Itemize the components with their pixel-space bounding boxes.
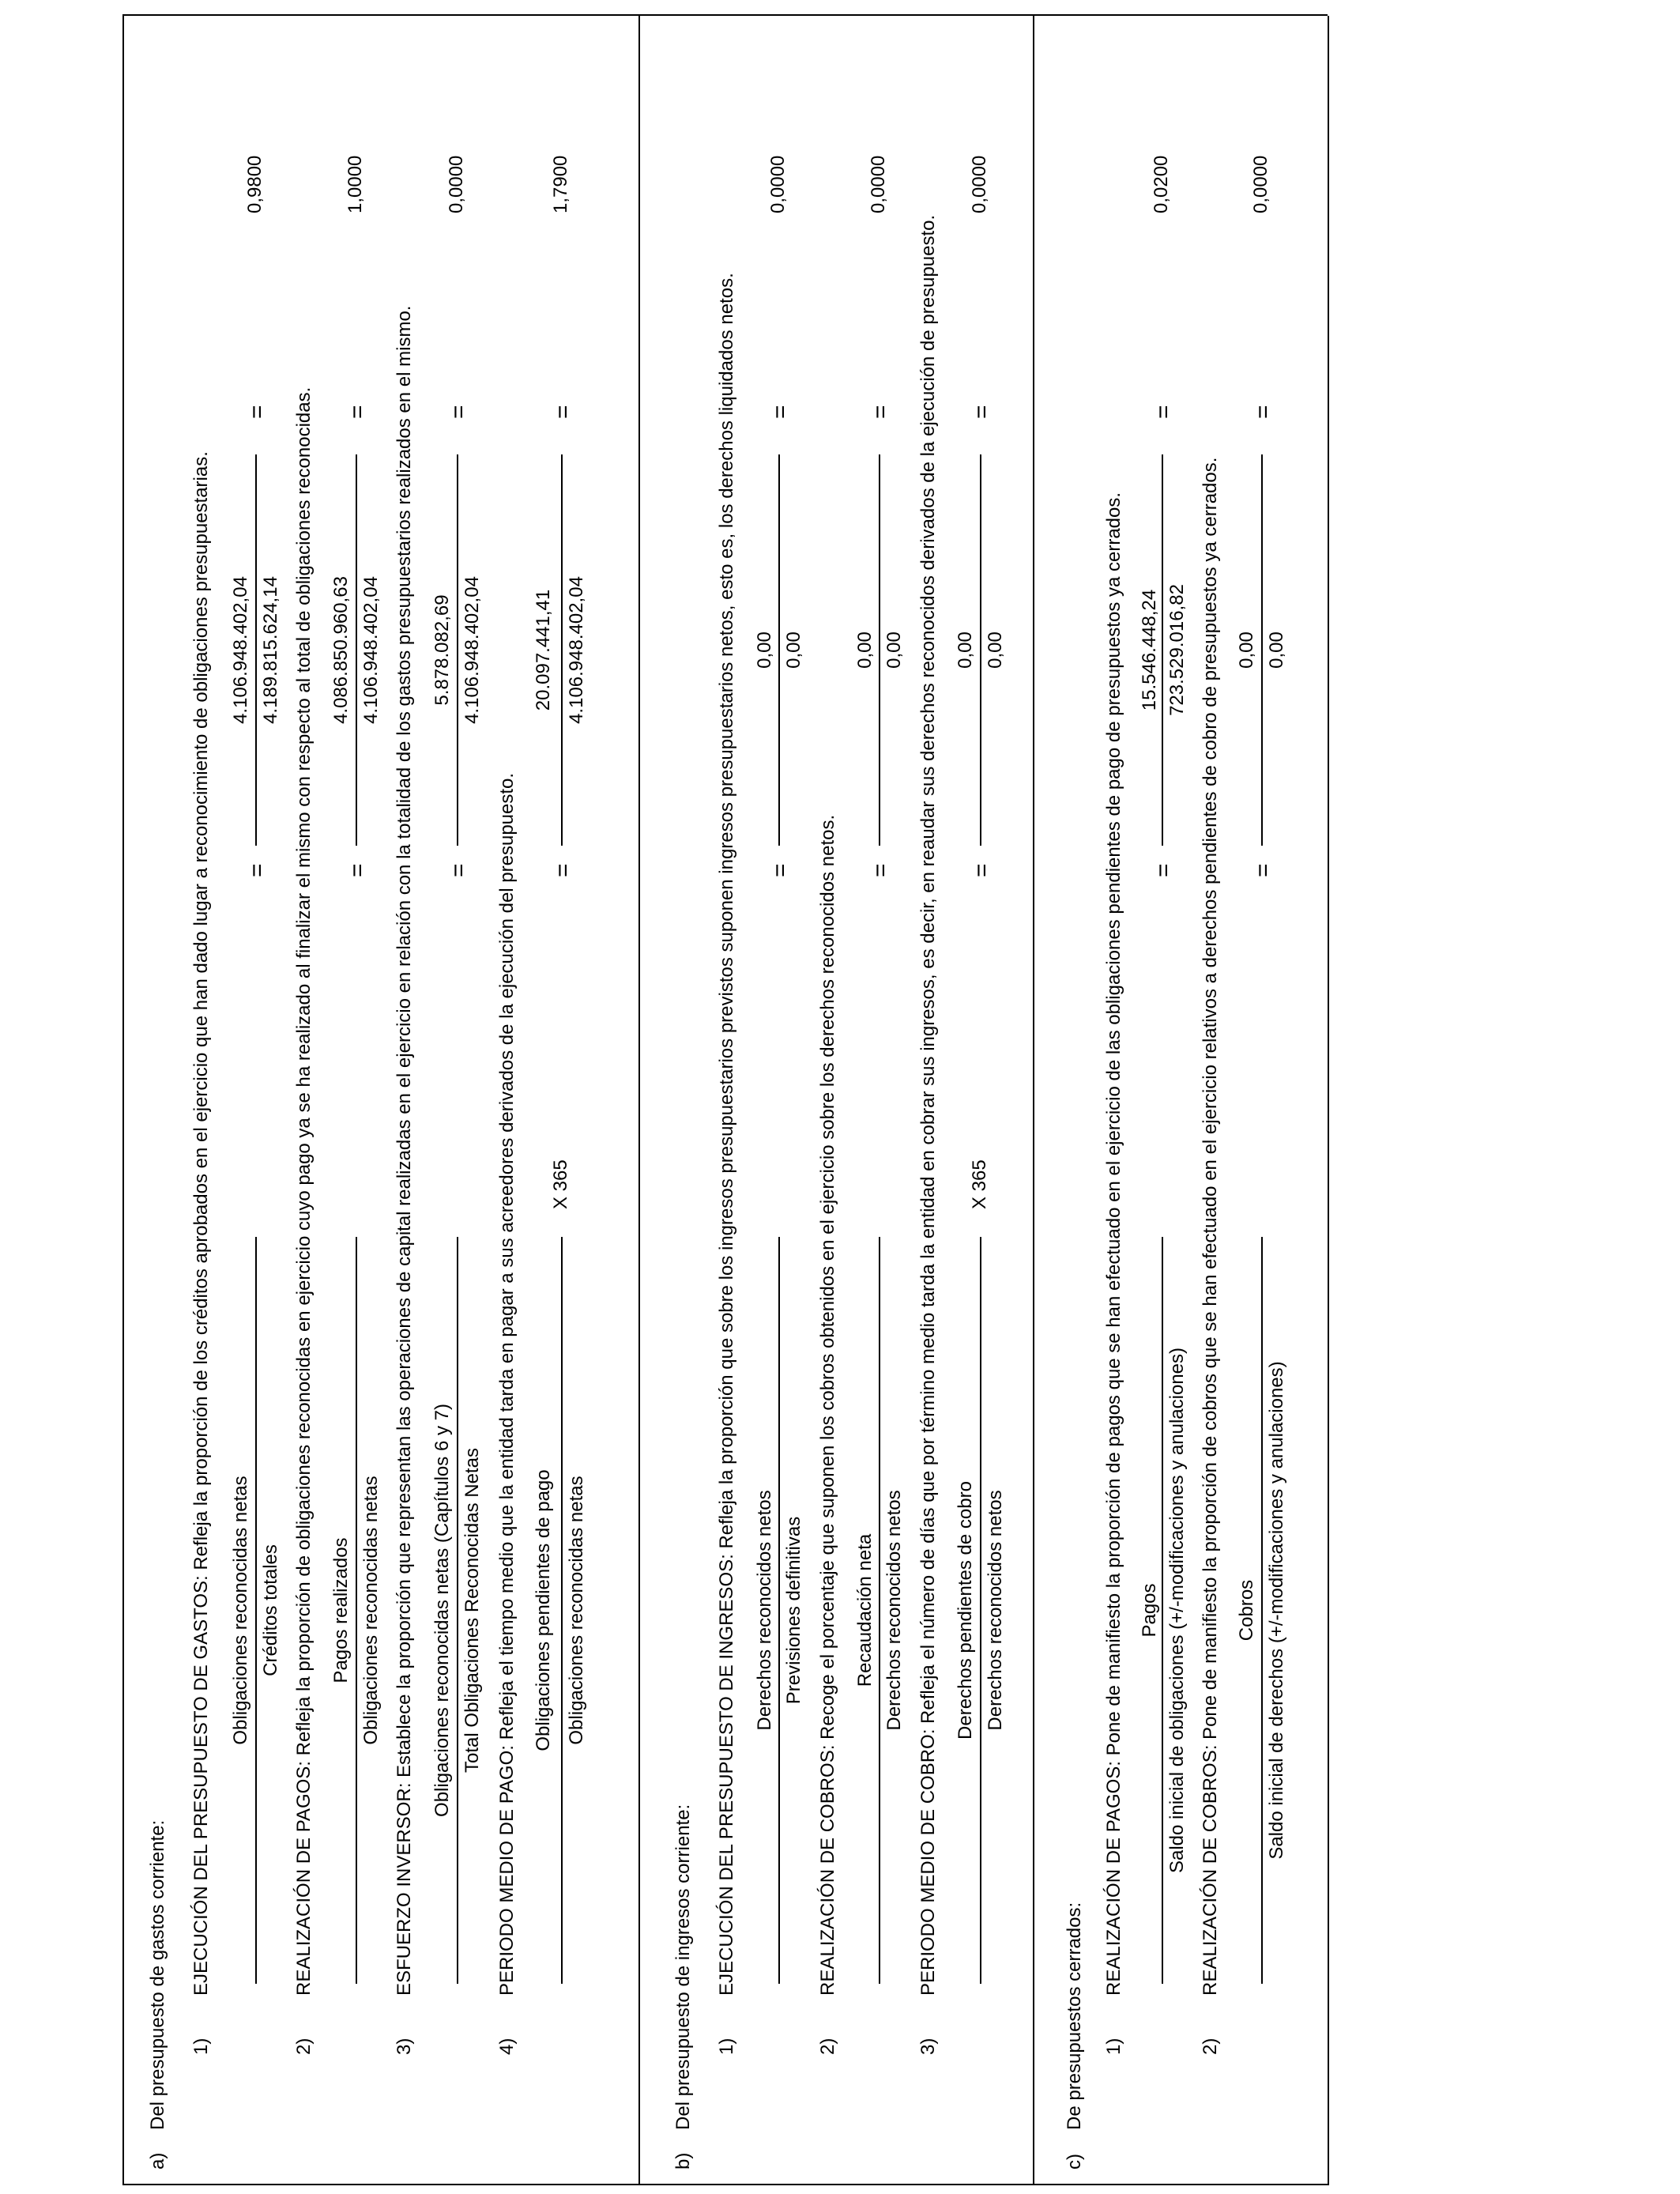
denominator-value: 4.106.948.402,04 [566, 576, 587, 724]
equals-sign: = [244, 863, 270, 877]
section-letter: b) [672, 2152, 694, 2169]
numerator-label: Derechos pendientes de cobro [955, 1481, 976, 1740]
denominator-value: 4.106.948.402,04 [360, 576, 382, 724]
equals-sign: = [446, 863, 472, 877]
item-description: REALIZACIÓN DE PAGOS: Pone de manifiesto la proporción de pagos que se han efectuado en el ejercicio de las obligaciones pendientes de pago de presupuestos ya cerrados. [1103, 492, 1124, 1996]
result-value: 1,7900 [550, 155, 571, 213]
denominator-label: Saldo inicial de derechos (+/-modificaciones y anulaciones) [1266, 1361, 1287, 1860]
item-number: 1) [1103, 2038, 1124, 2055]
section-title: Del presupuesto de gastos corriente: [147, 1819, 168, 2130]
denominator-label: Derechos reconocidos netos [883, 1490, 905, 1731]
numerator-label: Obligaciones reconocidas netas (Capítulos 6 y 7) [431, 1404, 453, 1817]
numerator-value: 0,00 [854, 631, 876, 669]
value-fraction-line [879, 454, 880, 846]
fraction-line [356, 1237, 357, 1984]
equals-sign: = [244, 405, 270, 419]
equals-sign: = [1151, 863, 1177, 877]
value-fraction-line [980, 454, 981, 846]
section-divider [1033, 16, 1034, 2185]
denominator-value: 4.106.948.402,04 [461, 576, 483, 724]
result-value: 0,0000 [767, 155, 789, 213]
item-number: 2) [1200, 2038, 1221, 2055]
result-value: 0,0000 [969, 155, 990, 213]
value-fraction-line [255, 454, 257, 846]
fraction-line [879, 1237, 880, 1984]
item-description: REALIZACIÓN DE PAGOS: Refleja la proporción de obligaciones reconocidas en ejercicio cuyo pago ya se ha realizado al finalizar el mismo con respecto al total de obligaciones reconocidas. [293, 386, 315, 1996]
equals-sign: = [550, 405, 576, 419]
value-fraction-line [561, 454, 563, 846]
denominator-label: Previsiones definitivas [783, 1516, 804, 1705]
value-fraction-line [457, 454, 458, 846]
frame-left [122, 2184, 1328, 2185]
denominator-value: 0,00 [1266, 631, 1287, 669]
item-description: PERIODO MEDIO DE COBRO: Refleja el número de días que por término medio tarda la entidad en cobrar sus ingresos, es decir, en reaudar sus derechos reconocidos derivados de la ejecución de presupuesto. [917, 214, 939, 1996]
denominator-label: Obligaciones reconocidas netas [360, 1476, 382, 1745]
fraction-line [255, 1237, 257, 1984]
numerator-value: 5.878.082,69 [431, 594, 453, 706]
item-number: 1) [190, 2038, 212, 2055]
fraction-line [1162, 1237, 1163, 1984]
denominator-label: Saldo inicial de obligaciones (+/-modificaciones y anulaciones) [1166, 1347, 1188, 1874]
equals-sign: = [446, 405, 472, 419]
multiplier: X 365 [550, 1159, 571, 1209]
item-description: EJECUCIÓN DEL PRESUPUESTO DE GASTOS: Refleja la proporción de los créditos aprobados en el ejercicio que han dado lugar a reconocimiento de obligaciones presupuestarias. [190, 451, 212, 1996]
numerator-value: 4.106.948.402,04 [230, 576, 251, 724]
section-letter: a) [147, 2152, 168, 2169]
fraction-line [561, 1237, 563, 1984]
frame-right [122, 14, 1328, 16]
numerator-label: Obligaciones pendientes de pago [533, 1469, 554, 1751]
fraction-line [980, 1237, 981, 1984]
section-title: Del presupuesto de ingresos corriente: [672, 1804, 694, 2130]
result-value: 0,0200 [1151, 155, 1172, 213]
item-number: 2) [293, 2038, 315, 2055]
frame-top [122, 16, 124, 2185]
item-description: EJECUCIÓN DEL PRESUPUESTO DE INGRESOS: Refleja la proporción que sobre los ingresos presupuestarios previstos suponen ingresos presupuestarios netos, esto es, los derechos liquidados netos. [716, 273, 737, 1996]
result-value: 0,9800 [244, 155, 266, 213]
equals-sign: = [868, 405, 894, 419]
result-value: 1,0000 [345, 155, 366, 213]
item-number: 4) [496, 2038, 518, 2055]
section-letter: c) [1064, 2154, 1085, 2169]
value-fraction-line [1261, 454, 1263, 846]
result-value: 0,0000 [446, 155, 467, 213]
frame-bottom [1328, 16, 1329, 2185]
equals-sign: = [969, 405, 995, 419]
section-title: De presupuestos cerrados: [1064, 1902, 1085, 2130]
value-fraction-line [778, 454, 780, 846]
numerator-value: 15.546.448,24 [1139, 589, 1160, 711]
numerator-label: Pagos [1139, 1583, 1160, 1638]
numerator-value: 0,00 [1236, 631, 1257, 669]
item-number: 3) [917, 2038, 939, 2055]
fraction-line [1261, 1237, 1263, 1984]
result-value: 0,0000 [868, 155, 889, 213]
item-description: REALIZACIÓN DE COBROS: Recoge el porcentaje que suponen los cobros obtenidos en el ejercicio sobre los derechos reconocidos netos. [817, 814, 838, 1996]
denominator-value: 0,00 [883, 631, 905, 669]
numerator-label: Recaudación neta [854, 1533, 876, 1687]
numerator-value: 0,00 [955, 631, 976, 669]
numerator-label: Derechos reconocidos netos [754, 1490, 775, 1731]
equals-sign: = [550, 863, 576, 877]
denominator-label: Obligaciones reconocidas netas [566, 1476, 587, 1745]
numerator-label: Obligaciones reconocidas netas [230, 1476, 251, 1745]
numerator-label: Pagos realizados [330, 1537, 352, 1683]
multiplier: X 365 [969, 1159, 990, 1209]
denominator-value: 0,00 [985, 631, 1006, 669]
numerator-value: 20.097.441,41 [533, 589, 554, 711]
denominator-label: Total Obligaciones Reconocidas Netas [461, 1448, 483, 1773]
result-value: 0,0000 [1250, 155, 1271, 213]
item-number: 2) [817, 2038, 838, 2055]
fraction-line [778, 1237, 780, 1984]
section-divider [638, 16, 640, 2185]
equals-sign: = [345, 863, 371, 877]
numerator-value: 0,00 [754, 631, 775, 669]
numerator-label: Cobros [1236, 1579, 1257, 1642]
denominator-value: 0,00 [783, 631, 804, 669]
numerator-value: 4.086.850.960,63 [330, 576, 352, 724]
denominator-label: Derechos reconocidos netos [985, 1490, 1006, 1731]
value-fraction-line [356, 454, 357, 846]
item-description: ESFUERZO INVERSOR: Establece la proporción que representan las operaciones de capital realizadas en el ejercicio en relación con la totalidad de los gastos presupuestarios realizados en el mismo. [394, 305, 415, 1996]
denominator-label: Créditos totales [260, 1544, 281, 1676]
item-description: PERIODO MEDIO DE PAGO: Refleja el tiempo medio que la entidad tarda en pagar a sus acreedores derivados de la ejecución del presupuesto. [496, 772, 518, 1996]
fraction-line [457, 1237, 458, 1984]
denominator-value: 4.189.815.624,14 [260, 576, 281, 724]
equals-sign: = [345, 405, 371, 419]
value-fraction-line [1162, 454, 1163, 846]
equals-sign: = [1250, 863, 1276, 877]
equals-sign: = [1151, 405, 1177, 419]
equals-sign: = [969, 863, 995, 877]
equals-sign: = [868, 863, 894, 877]
equals-sign: = [767, 863, 793, 877]
item-number: 1) [716, 2038, 737, 2055]
denominator-value: 723.529.016,82 [1166, 584, 1188, 716]
equals-sign: = [1250, 405, 1276, 419]
equals-sign: = [767, 405, 793, 419]
item-description: REALIZACIÓN DE COBROS: Pone de manifiesto la proporción de cobros que se han efectuado en el ejercicio relativos a derechos pendientes de cobro de presupuestos ya cerrados. [1200, 457, 1221, 1996]
item-number: 3) [394, 2038, 415, 2055]
